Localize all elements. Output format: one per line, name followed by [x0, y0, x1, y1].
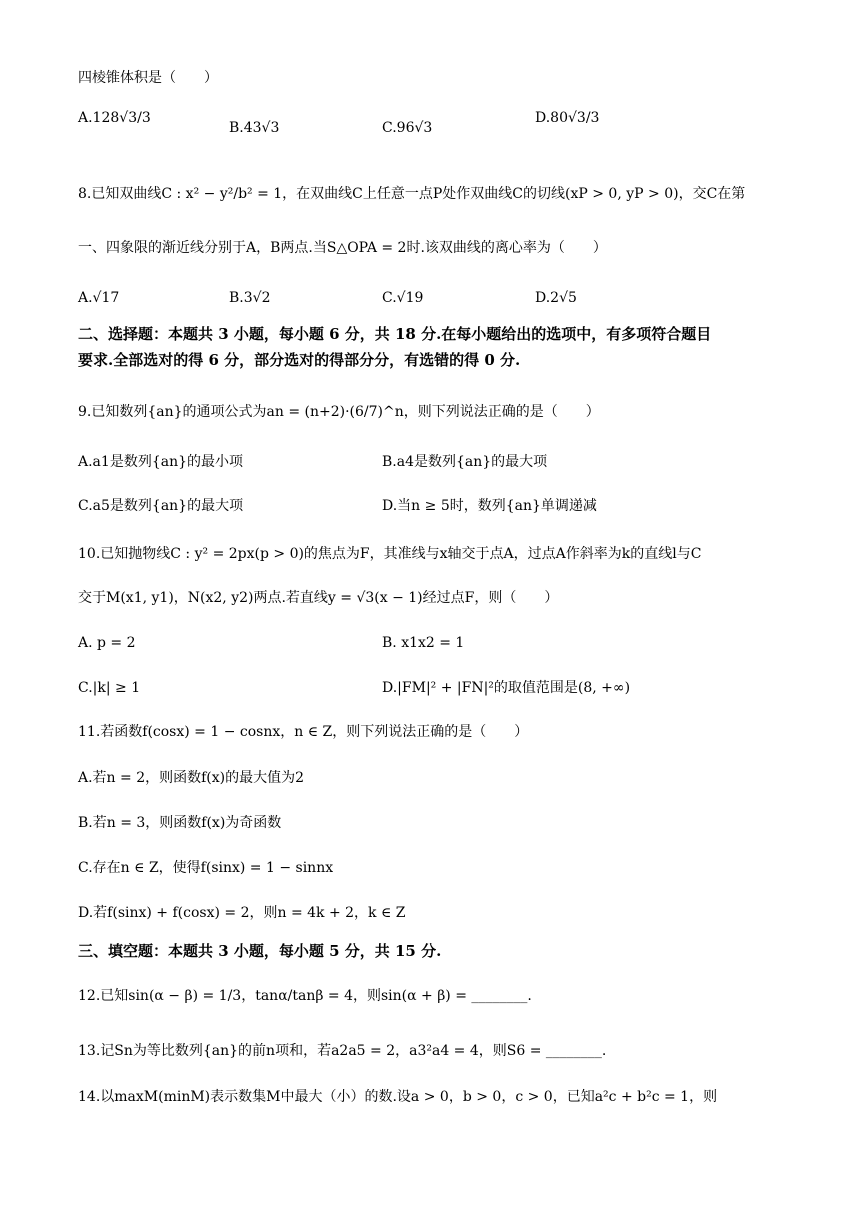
q10-option-c: C.|k| ≥ 1	[78, 680, 141, 696]
q10-option-d: D.|FM|² + |FN|²的取值范围是(8, +∞)	[382, 680, 631, 696]
q7-stem: 四棱锥体积是（ ）	[78, 70, 218, 86]
q8-stem-line1: 8.已知双曲线C : x² − y²/b² = 1，在双曲线C上任意一点P处作双曲线C的切线(xP > 0, yP > 0)，交C在第	[78, 186, 746, 202]
q8-option-d: D.2√5	[535, 290, 577, 306]
q9-stem: 9.已知数列{an}的通项公式为an = (n+2)·(6/7)^n，则下列说法正确的是（ ）	[78, 404, 600, 420]
q11-option-a: A.若n = 2，则函数f(x)的最大值为2	[78, 770, 305, 786]
q10-stem-line2: 交于M(x1, y1)，N(x2, y2)两点.若直线y = √3(x − 1)经过点F，则（ ）	[78, 590, 559, 606]
q10-option-b: B. x1x2 = 1	[382, 635, 465, 651]
q8-option-c: C.√19	[382, 290, 424, 306]
q14-stem: 14.以maxM(minM)表示数集M中最大（小）的数.设a > 0，b > 0，c > 0，已知a²c + b²c = 1，则	[78, 1089, 718, 1105]
q11-option-b: B.若n = 3，则函数f(x)为奇函数	[78, 815, 282, 831]
section-2-heading-line2: 要求.全部选对的得 6 分，部分选对的得部分分，有选错的得 0 分.	[78, 351, 521, 369]
q8-option-b: B.3√2	[229, 290, 271, 306]
q9-option-a: A.a1是数列{an}的最小项	[78, 454, 243, 470]
q11-stem: 11.若函数f(cosx) = 1 − cosnx，n ∈ Z，则下列说法正确的是（ ）	[78, 724, 529, 740]
q9-option-c: C.a5是数列{an}的最大项	[78, 498, 244, 514]
q7-option-d: D.80√3/3	[535, 110, 600, 126]
q11-option-c: C.存在n ∈ Z，使得f(sinx) = 1 − sinnx	[78, 860, 334, 876]
q8-stem-line2: 一、四象限的渐近线分别于A，B两点.当S△OPA = 2时.该双曲线的离心率为（ ）	[78, 240, 607, 256]
q8-option-a: A.√17	[78, 290, 120, 306]
q10-stem-line1: 10.已知抛物线C : y² = 2px(p > 0)的焦点为F，其准线与x轴交于点A，过点A作斜率为k的直线l与C	[78, 546, 702, 562]
q12-stem: 12.已知sin(α − β) = 1/3，tanα/tanβ = 4，则sin(α + β) = ________.	[78, 988, 532, 1004]
q9-option-b: B.a4是数列{an}的最大项	[382, 454, 548, 470]
q7-option-b: B.43√3	[229, 120, 280, 136]
q11-option-d: D.若f(sinx) + f(cosx) = 2，则n = 4k + 2，k ∈ Z	[78, 905, 406, 921]
q7-option-c: C.96√3	[382, 120, 433, 136]
q9-option-d: D.当n ≥ 5时，数列{an}单调递减	[382, 498, 597, 514]
section-3-heading: 三、填空题：本题共 3 小题，每小题 5 分，共 15 分.	[78, 942, 442, 960]
q10-option-a: A. p = 2	[78, 635, 136, 651]
section-2-heading-line1: 二、选择题：本题共 3 小题，每小题 6 分，共 18 分.在每小题给出的选项中，有多项符合题目	[78, 325, 712, 343]
q7-option-a: A.128√3/3	[78, 110, 151, 126]
q13-stem: 13.记Sn为等比数列{an}的前n项和，若a2a5 = 2，a3²a4 = 4，则S6 = ________.	[78, 1043, 607, 1059]
